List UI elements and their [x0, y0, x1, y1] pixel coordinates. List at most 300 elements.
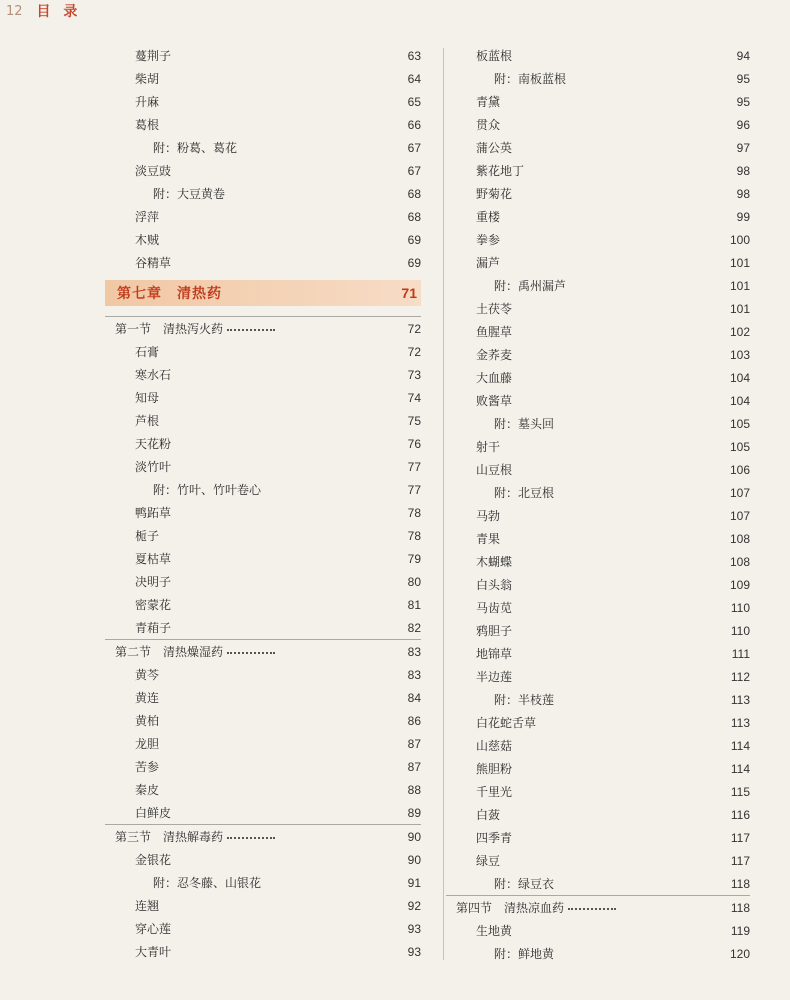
toc-entry-label: [446, 346, 710, 363]
toc-page-number: 77: [407, 459, 421, 474]
toc-page-number: 78: [407, 505, 421, 520]
toc-item-row[interactable]: [446, 550, 750, 573]
toc-entry-text: 附：忍冬藤、山银花: [153, 876, 262, 890]
toc-page-number: 90: [407, 829, 421, 844]
toc-page-number: 105: [729, 439, 750, 454]
toc-sub-row[interactable]: [446, 481, 750, 504]
toc-section-row[interactable]: [105, 824, 421, 848]
toc-entry-label: [105, 851, 381, 868]
toc-item-row[interactable]: [446, 573, 750, 596]
toc-item-row[interactable]: [446, 596, 750, 619]
toc-entry-text: 密蒙花: [135, 598, 172, 612]
toc-entry-label: [446, 93, 710, 110]
toc-page-number: 106: [729, 462, 750, 477]
toc-entry-text: 附：禹州漏芦: [494, 279, 567, 293]
toc-entry-label: [446, 208, 710, 225]
toc-entry-label: [446, 530, 710, 547]
toc-entry-label: [105, 920, 381, 937]
toc-entry-text: 秦皮: [135, 783, 160, 797]
toc-item-row[interactable]: [105, 732, 421, 755]
toc-item-row[interactable]: [446, 205, 750, 228]
toc-entry-text: 浮萍: [135, 210, 160, 224]
toc-page-number: 114: [730, 761, 750, 776]
toc-entry-label: [105, 573, 381, 590]
toc-item-row[interactable]: [446, 136, 750, 159]
toc-sub-row[interactable]: [446, 688, 750, 711]
toc-entry-text: 附：粉葛、葛花: [153, 141, 238, 155]
toc-entry-label: [105, 828, 381, 845]
toc-entry-label: [446, 875, 710, 892]
toc-entry-label: [105, 643, 381, 660]
toc-entry-text: 苦参: [135, 760, 160, 774]
toc-page-number: 119: [730, 923, 750, 938]
toc-entry-label: [446, 922, 710, 939]
toc-entry-text: 决明子: [135, 575, 172, 589]
toc-entry-text: 栀子: [135, 529, 160, 543]
toc-item-row[interactable]: [446, 113, 750, 136]
toc-page-number: 83: [407, 667, 421, 682]
toc-entry-text: 野菊花: [476, 187, 513, 201]
toc-item-row[interactable]: [105, 113, 421, 136]
toc-entry-label: [105, 689, 381, 706]
toc-entry-label: [105, 943, 381, 960]
toc-entry-label: [105, 320, 381, 337]
toc-entry-text: 淡豆豉: [135, 164, 172, 178]
toc-page-number: 82: [407, 620, 421, 635]
toc-entry-label: [105, 458, 381, 475]
toc-entry-label: [105, 874, 381, 891]
toc-page-number: 116: [730, 807, 750, 822]
toc-entry-label: [105, 596, 381, 613]
toc-entry-text: 柴胡: [135, 72, 160, 86]
toc-item-row[interactable]: [105, 917, 421, 940]
toc-entry-text: 拳参: [476, 233, 501, 247]
toc-entry-text: 附：墓头回: [494, 417, 555, 431]
toc-item-row[interactable]: [446, 44, 750, 67]
toc-section-row[interactable]: [105, 639, 421, 663]
toc-entry-text: 熊胆粉: [476, 762, 513, 776]
toc-entry-label: [446, 139, 710, 156]
toc-item-row[interactable]: [105, 940, 421, 963]
toc-item-row[interactable]: [105, 501, 421, 524]
toc-entry-text: 白鲜皮: [135, 806, 172, 820]
toc-entry-label: [105, 758, 381, 775]
toc-entry-text: 木贼: [135, 233, 160, 247]
toc-item-row[interactable]: [446, 297, 750, 320]
toc-page-number: 83: [407, 644, 421, 659]
toc-page-number: 110: [730, 600, 750, 615]
dotted-leader: [227, 652, 275, 654]
toc-entry-text: 附：竹叶、竹叶卷心: [153, 483, 262, 497]
toc-entry-label: [446, 47, 710, 64]
toc-entry-label: [105, 804, 381, 821]
toc-item-row[interactable]: [105, 159, 421, 182]
toc-item-row[interactable]: [105, 90, 421, 113]
toc-entry-label: [446, 461, 710, 478]
toc-entry-label: [105, 254, 381, 271]
toc-page-number: 98: [736, 186, 750, 201]
toc-item-row[interactable]: [105, 570, 421, 593]
toc-page-number: 115: [730, 784, 750, 799]
toc-entry-label: [446, 507, 710, 524]
toc-entry-text: 漏芦: [476, 256, 501, 270]
toc-page-number: 73: [407, 367, 421, 382]
toc-entry-text: 第三节 清热解毒药: [115, 830, 224, 844]
toc-sub-row[interactable]: [105, 871, 421, 894]
toc-item-row[interactable]: [105, 455, 421, 478]
toc-entry-label: [105, 389, 381, 406]
toc-page-number: 100: [729, 232, 750, 247]
toc-entry-label: [105, 412, 381, 429]
toc-item-row[interactable]: [105, 616, 421, 639]
toc-page-number: 71: [401, 285, 417, 301]
toc-page-number: 77: [407, 482, 421, 497]
toc-entry-label: [446, 622, 710, 639]
toc-page-number: 66: [407, 117, 421, 132]
toc-entry-text: 马勃: [476, 509, 501, 523]
toc-item-row[interactable]: [446, 642, 750, 665]
toc-sub-row[interactable]: [105, 136, 421, 159]
toc-page-number: 101: [729, 255, 750, 270]
toc-item-row[interactable]: [446, 619, 750, 642]
toc-entry-label: [105, 712, 381, 729]
toc-entry-label: [105, 504, 381, 521]
toc-entry-text: 谷精草: [135, 256, 172, 270]
toc-page-number: 111: [731, 646, 750, 661]
toc-entry-label: [446, 691, 710, 708]
header-title: 目 录: [36, 4, 82, 20]
toc-page-number: 108: [729, 531, 750, 546]
toc-item-row[interactable]: [105, 363, 421, 386]
toc-entry-text: 千里光: [476, 785, 513, 799]
toc-item-row[interactable]: [105, 848, 421, 871]
toc-item-row[interactable]: [105, 386, 421, 409]
toc-entry-text: 地锦草: [476, 647, 513, 661]
toc-item-row[interactable]: [105, 709, 421, 732]
toc-page-number: 78: [407, 528, 421, 543]
toc-item-row[interactable]: [105, 524, 421, 547]
toc-page-number: 109: [729, 577, 750, 592]
toc-item-row[interactable]: [446, 665, 750, 688]
toc-entry-label: [446, 737, 710, 754]
toc-entry-text: 蒲公英: [476, 141, 513, 155]
toc-page-number: 76: [407, 436, 421, 451]
toc-entry-text: 板蓝根: [476, 49, 513, 63]
toc-entry-label: [105, 231, 381, 248]
toc-entry-text: 龙胆: [135, 737, 160, 751]
toc-page-number: 96: [736, 117, 750, 132]
toc-entry-label: [105, 162, 381, 179]
toc-item-row[interactable]: [105, 778, 421, 801]
toc-entry-text: 青果: [476, 532, 501, 546]
toc-item-row[interactable]: [446, 366, 750, 389]
toc-entry-label: [105, 93, 381, 110]
toc-entry-text: 白花蛇舌草: [476, 716, 537, 730]
toc-entry-text: 蔓荆子: [135, 49, 172, 63]
toc-chapter-row[interactable]: [105, 280, 421, 306]
toc-entry-text: 青黛: [476, 95, 501, 109]
toc-entry-text: 附：北豆根: [494, 486, 555, 500]
toc-entry-text: 绿豆: [476, 854, 501, 868]
toc-entry-label: [446, 899, 710, 916]
toc-item-row[interactable]: [446, 90, 750, 113]
toc-item-row[interactable]: [446, 435, 750, 458]
toc-page-number: 87: [407, 736, 421, 751]
toc-entry-text: 青葙子: [135, 621, 172, 635]
toc-page-number: 98: [736, 163, 750, 178]
toc-entry-label: [105, 619, 381, 636]
toc-entry-label: [446, 852, 710, 869]
toc-item-row[interactable]: [105, 593, 421, 616]
toc-entry-text: 射干: [476, 440, 501, 454]
toc-page-number: 95: [736, 71, 750, 86]
toc-page-number: 65: [407, 94, 421, 109]
toc-entry-text: 第四节 清热凉血药: [456, 901, 565, 915]
toc-entry-label: [105, 527, 381, 544]
dotted-leader: [227, 837, 275, 839]
toc-item-row[interactable]: [446, 849, 750, 872]
toc-item-row[interactable]: [446, 228, 750, 251]
toc-entry-text: 第二节 清热燥湿药: [115, 645, 224, 659]
toc-page-number: 64: [407, 71, 421, 86]
toc-page-number: 97: [736, 140, 750, 155]
toc-entry-text: 寒水石: [135, 368, 172, 382]
toc-entry-label: [105, 550, 381, 567]
toc-item-row[interactable]: [446, 757, 750, 780]
toc-entry-label: [446, 392, 710, 409]
toc-sub-row[interactable]: [446, 67, 750, 90]
toc-item-row[interactable]: [105, 228, 421, 251]
toc-item-row[interactable]: [105, 409, 421, 432]
dotted-leader: [568, 908, 616, 910]
toc-entry-label: [446, 714, 710, 731]
toc-page-number: 68: [407, 186, 421, 201]
toc-entry-text: 贯众: [476, 118, 501, 132]
toc-entry-label: [105, 185, 381, 202]
toc-entry-text: 连翘: [135, 899, 160, 913]
toc-entry-text: 败酱草: [476, 394, 513, 408]
toc-entry-text: 石膏: [135, 345, 160, 359]
toc-entry-text: 生地黄: [476, 924, 513, 938]
toc-entry-label: [446, 806, 710, 823]
toc-item-row[interactable]: [446, 320, 750, 343]
toc-entry-label: [105, 343, 381, 360]
toc-item-row[interactable]: [105, 663, 421, 686]
toc-entry-label: [105, 435, 381, 452]
toc-sub-row[interactable]: [446, 872, 750, 895]
toc-entry-text: 金荞麦: [476, 348, 513, 362]
toc-page-number: 69: [407, 255, 421, 270]
toc-entry-label: [105, 897, 381, 914]
toc-page-number: 101: [729, 301, 750, 316]
toc-page-number: 92: [407, 898, 421, 913]
toc-page-number: 79: [407, 551, 421, 566]
toc-entry-text: 鸭跖草: [135, 506, 172, 520]
toc-entry-text: 黄连: [135, 691, 160, 705]
toc-page-number: 120: [729, 946, 750, 961]
toc-page-number: 67: [407, 163, 421, 178]
toc-entry-label: [446, 668, 710, 685]
toc-entry-text: 土茯苓: [476, 302, 513, 316]
toc-item-row[interactable]: [105, 686, 421, 709]
toc-item-row[interactable]: [446, 343, 750, 366]
toc-entry-text: 附：半枝莲: [494, 693, 555, 707]
toc-item-row[interactable]: [105, 801, 421, 824]
toc-entry-text: 重楼: [476, 210, 501, 224]
toc-entry-label: [446, 185, 710, 202]
toc-sub-row[interactable]: [446, 274, 750, 297]
toc-entry-text: 山豆根: [476, 463, 513, 477]
toc-page-number: 103: [729, 347, 750, 362]
toc-page-number: 80: [407, 574, 421, 589]
toc-page-number: 87: [407, 759, 421, 774]
toc-item-row[interactable]: [446, 527, 750, 550]
toc-item-row[interactable]: [446, 826, 750, 849]
toc-item-row[interactable]: [105, 432, 421, 455]
toc-page-number: 105: [729, 416, 750, 431]
toc-right-column: [446, 44, 750, 965]
toc-entry-text: 大血藤: [476, 371, 513, 385]
toc-item-row[interactable]: [446, 803, 750, 826]
toc-entry-label: [105, 47, 381, 64]
toc-entry-label: [446, 945, 710, 962]
toc-page-number: 91: [407, 875, 421, 890]
toc-entry-label: [446, 415, 710, 432]
toc-entry-label: [105, 70, 381, 87]
toc-entry-text: 附：鲜地黄: [494, 947, 555, 961]
toc-page-number: 104: [729, 393, 750, 408]
toc-entry-text: 半边莲: [476, 670, 513, 684]
toc-item-row[interactable]: [105, 44, 421, 67]
column-divider: [443, 48, 444, 960]
toc-page-number: 69: [407, 232, 421, 247]
toc-item-row[interactable]: [446, 919, 750, 942]
toc-item-row[interactable]: [446, 389, 750, 412]
toc-page-number: 63: [407, 48, 421, 63]
toc-entry-label: [105, 208, 381, 225]
toc-section-row[interactable]: [105, 316, 421, 340]
toc-item-row[interactable]: [105, 894, 421, 917]
toc-sub-row[interactable]: [446, 412, 750, 435]
toc-entry-label: [446, 760, 710, 777]
toc-entry-text: 天花粉: [135, 437, 172, 451]
toc-page-number: 104: [729, 370, 750, 385]
toc-item-row[interactable]: [105, 755, 421, 778]
toc-page-number: 93: [407, 944, 421, 959]
toc-sub-row[interactable]: [446, 942, 750, 965]
toc-item-row[interactable]: [446, 251, 750, 274]
toc-entry-label: [446, 484, 710, 501]
toc-entry-label: [446, 783, 710, 800]
toc-item-row[interactable]: [105, 251, 421, 274]
toc-page-number: 113: [730, 715, 750, 730]
toc-page-number: 89: [407, 805, 421, 820]
toc-page-number: 81: [407, 597, 421, 612]
toc-item-row[interactable]: [446, 711, 750, 734]
toc-entry-label: [446, 116, 710, 133]
toc-page-number: 68: [407, 209, 421, 224]
toc-entry-text: 白蔹: [476, 808, 501, 822]
toc-item-row[interactable]: [446, 458, 750, 481]
toc-entry-label: [446, 553, 710, 570]
toc-entry-label: [446, 323, 710, 340]
toc-entry-label: [446, 300, 710, 317]
toc-page-number: 107: [729, 508, 750, 523]
toc-item-row[interactable]: [105, 67, 421, 90]
toc-entry-text: 知母: [135, 391, 160, 405]
toc-item-row[interactable]: [105, 205, 421, 228]
toc-page-number: 95: [736, 94, 750, 109]
toc-entry-label: [105, 366, 381, 383]
page-number: 12: [6, 3, 23, 19]
toc-entry-text: 第一节 清热泻火药: [115, 322, 224, 336]
toc-page-number: 118: [730, 900, 750, 915]
toc-entry-text: 紫花地丁: [476, 164, 525, 178]
toc-page-number: 93: [407, 921, 421, 936]
toc-entry-label: [105, 781, 381, 798]
toc-entry-text: 第七章 清热药: [117, 286, 222, 302]
toc-page-number: 84: [407, 690, 421, 705]
toc-page-number: 112: [730, 669, 750, 684]
toc-entry-label: [446, 599, 710, 616]
toc-entry-label: [105, 139, 381, 156]
toc-page-number: 75: [407, 413, 421, 428]
toc-entry-text: 穿心莲: [135, 922, 172, 936]
toc-entry-label: [446, 70, 710, 87]
toc-page-number: 107: [729, 485, 750, 500]
toc-item-row[interactable]: [105, 340, 421, 363]
toc-entry-label: [105, 666, 381, 683]
toc-entry-text: 附：绿豆衣: [494, 877, 555, 891]
toc-entry-label: [446, 277, 710, 294]
toc-page-number: 108: [729, 554, 750, 569]
toc-item-row[interactable]: [446, 504, 750, 527]
toc-page-number: 113: [730, 692, 750, 707]
toc-page-number: 114: [730, 738, 750, 753]
page-header: [6, 0, 81, 22]
toc-entry-label: [105, 116, 381, 133]
toc-entry-text: 淡竹叶: [135, 460, 172, 474]
toc-item-row[interactable]: [105, 547, 421, 570]
toc-entry-label: [446, 254, 710, 271]
toc-entry-text: 大青叶: [135, 945, 172, 959]
toc-entry-text: 升麻: [135, 95, 160, 109]
toc-page-number: 67: [407, 140, 421, 155]
toc-page-number: 117: [730, 830, 750, 845]
toc-left-column: [105, 44, 421, 963]
toc-entry-label: [105, 283, 377, 303]
toc-entry-text: 葛根: [135, 118, 160, 132]
toc-item-row[interactable]: [446, 159, 750, 182]
toc-page-number: 101: [729, 278, 750, 293]
toc-entry-text: 附：大豆黄卷: [153, 187, 226, 201]
toc-sub-row[interactable]: [105, 478, 421, 501]
toc-entry-label: [446, 438, 710, 455]
toc-entry-text: 四季青: [476, 831, 513, 845]
toc-section-row[interactable]: [446, 895, 750, 919]
toc-item-row[interactable]: [446, 780, 750, 803]
toc-entry-text: 黄柏: [135, 714, 160, 728]
toc-entry-text: 白头翁: [476, 578, 513, 592]
toc-page-number: 94: [736, 48, 750, 63]
toc-entry-label: [446, 369, 710, 386]
toc-page-number: 117: [730, 853, 750, 868]
toc-item-row[interactable]: [446, 734, 750, 757]
toc-item-row[interactable]: [446, 182, 750, 205]
toc-page-number: 90: [407, 852, 421, 867]
toc-sub-row[interactable]: [105, 182, 421, 205]
toc-page-number: 99: [736, 209, 750, 224]
